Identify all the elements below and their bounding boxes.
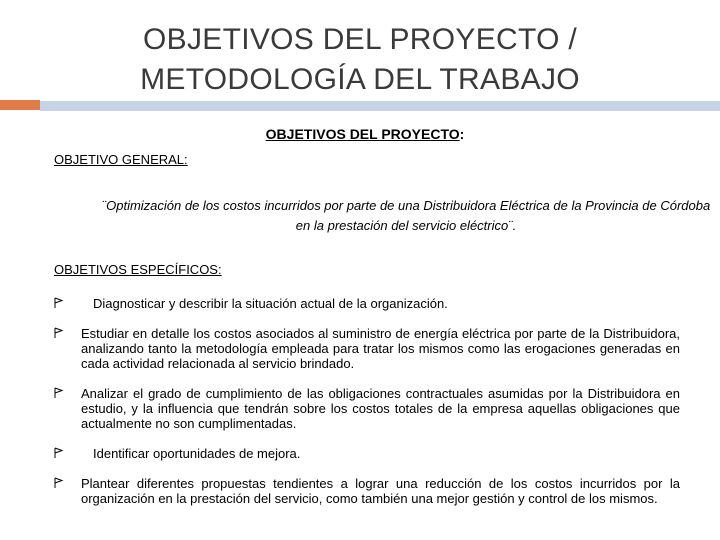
slide-title [0,20,720,100]
pointing-flag-icon [54,327,64,339]
list-item-text: Identificar oportunidades de mejora. [93,446,301,461]
section-heading [0,126,720,142]
general-objective-quote: ¨Optimización de los costos incurridos por parte de una Distribuidora Eléctrica de la Provincia de Córdoba en la prestación del servicio eléctrico¨. [101,198,711,233]
section-heading-colon: : [459,126,465,142]
general-objective-label-colon: : [184,152,188,167]
specific-objectives-list [54,296,680,506]
slide-title-line-2: METODOLOGÍA DEL TRABAJO [140,63,580,96]
list-item-text: Estudiar en detalle los costos asociados al suministro de energía eléctrica por parte de la Distribuidora, analizando tanto la metodología empleada para tratar los mismos como las erogaciones generadas en cada actividad relacionada al servicio brindado. [81,326,680,371]
accent-box [0,100,40,110]
list-item [54,446,680,461]
specific-objectives-label-colon: : [217,262,222,277]
general-objective-label [54,152,188,167]
list-item-text: Analizar el grado de cumplimiento de las obligaciones contractuales asumidas por la Distribuidora en estudio, y la influencia que tendrán sobre los costos totales de la empresa aquellas obligaciones que actualmente no son cumplimentadas. [81,386,680,431]
specific-objectives-label [54,262,222,277]
pointing-flag-icon [54,297,64,309]
pointing-flag-icon [54,447,64,459]
list-item-text: Diagnosticar y describir la situación actual de la organización. [93,296,448,311]
list-item [54,386,680,431]
specific-objectives-label-text: OBJETIVOS ESPECÍFICOS [54,262,218,277]
list-item [54,476,680,506]
list-item [54,326,680,371]
list-item [54,296,680,311]
slide-title-line-1: OBJETIVOS DEL PROYECTO / [143,23,577,56]
pointing-flag-icon [54,387,64,399]
list-item-text: Plantear diferentes propuestas tendientes a lograr una reducción de los costos incurridos por la organización en la prestación del servicio, como también una mejor gestión y control de los mismos. [81,476,680,506]
title-divider [40,100,720,111]
pointing-flag-icon [54,477,64,489]
section-heading-text: OBJETIVOS DEL PROYECTO [265,126,460,142]
general-objective-label-text: OBJETIVO GENERAL [54,152,185,167]
